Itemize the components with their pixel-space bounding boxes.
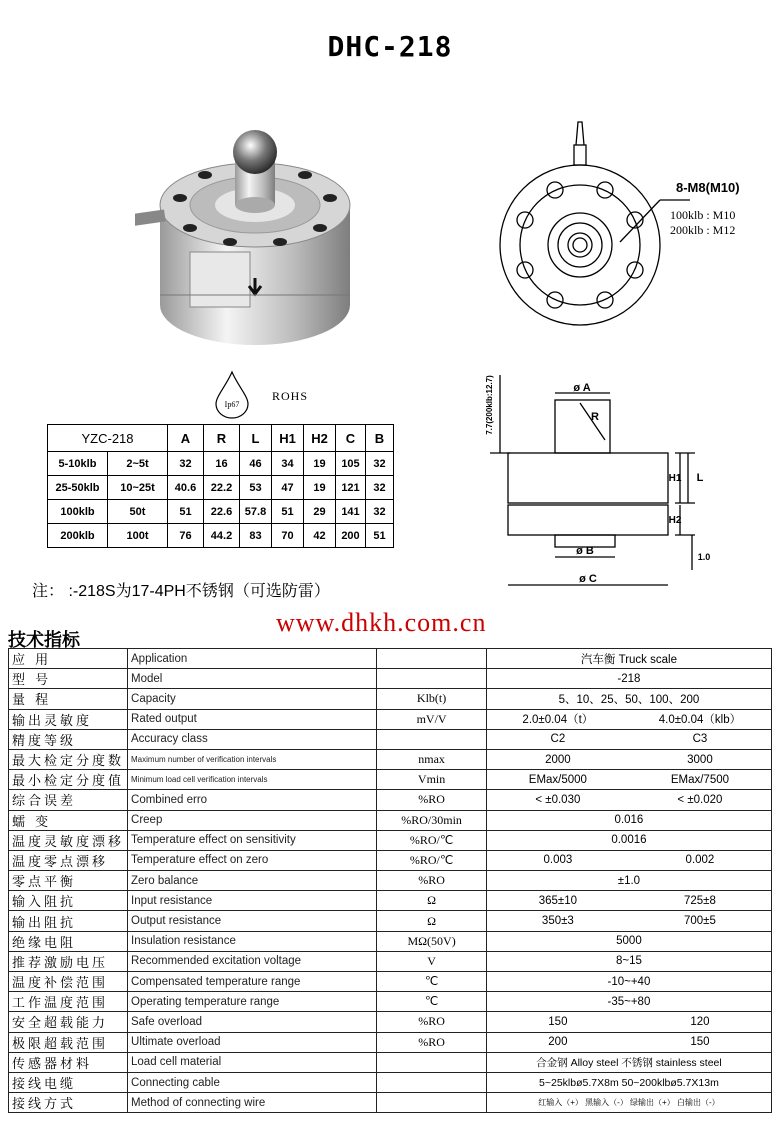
spec-v-cell: 5~25klbø5.7X8m 50~200klbø5.7X13m [486, 1072, 771, 1092]
table-row [9, 830, 772, 850]
spec-v-cell: 0.0016 [486, 830, 771, 850]
table-row [9, 1093, 772, 1113]
spec-v-cell: 0.016 [486, 810, 771, 830]
table-row [9, 931, 772, 951]
spec-unit-cell: %RO [377, 871, 487, 891]
table-row [48, 524, 394, 548]
website-tld: cn [459, 608, 487, 637]
dim-cell: 44.2 [204, 524, 240, 548]
dim-cell: 53 [240, 476, 272, 500]
table-row [9, 749, 772, 769]
dim-header-model: YZC-218 [48, 425, 168, 452]
load-cell-photo [135, 120, 370, 355]
spec-unit-cell [377, 1052, 487, 1072]
dim-cell: 100t [108, 524, 168, 548]
spec-en-cell: Input resistance [128, 891, 377, 911]
dim-cell: 76 [168, 524, 204, 548]
table-row [48, 452, 394, 476]
spec-v1-cell: 200 [486, 1032, 629, 1052]
spec-en-cell: Recommended excitation voltage [128, 951, 377, 971]
spec-v1-cell: 2.0±0.04（t） [486, 709, 629, 729]
spec-v-cell: -218 [486, 669, 771, 689]
website-main: www.dhkh.com. [276, 608, 460, 637]
spec-unit-cell: %RO/℃ [377, 850, 487, 870]
spec-unit-cell: %RO/℃ [377, 830, 487, 850]
spec-v1-cell: 365±10 [486, 891, 629, 911]
spec-v-cell: 5000 [486, 931, 771, 951]
table-row [48, 476, 394, 500]
table-row [9, 850, 772, 870]
table-row [9, 951, 772, 971]
ip-badge: Ip67 [224, 400, 240, 409]
table-row [9, 992, 772, 1012]
dim-cell: 105 [336, 452, 366, 476]
spec-v2-cell: < ±0.020 [629, 790, 772, 810]
spec-cn-cell: 最大检定分度数 [9, 749, 128, 769]
spec-v2-cell: 0.002 [629, 850, 772, 870]
spec-cn-cell: 零点平衡 [9, 871, 128, 891]
spec-en-cell: Temperature effect on sensitivity [128, 830, 377, 850]
table-row [9, 709, 772, 729]
spec-cn-cell: 接线方式 [9, 1093, 128, 1113]
spec-en-cell: Application [128, 649, 377, 669]
spec-cn-cell: 传感器材料 [9, 1052, 128, 1072]
spec-v2-cell: 4.0±0.04（klb） [629, 709, 772, 729]
spec-cn-cell: 安全超载能力 [9, 1012, 128, 1032]
spec-v2-cell: 700±5 [629, 911, 772, 931]
spec-unit-cell: Ω [377, 911, 487, 931]
table-row [9, 871, 772, 891]
spec-unit-cell: Ω [377, 891, 487, 911]
dim-cell: 2~5t [108, 452, 168, 476]
dim-cell: 19 [304, 476, 336, 500]
bolt-spec-sub [670, 208, 735, 238]
dim-h1: H1 [668, 473, 682, 484]
spec-en-cell: Safe overload [128, 1012, 377, 1032]
spec-v1-cell: 0.003 [486, 850, 629, 870]
spec-cn-cell: 推荐激励电压 [9, 951, 128, 971]
spec-cn-cell: 量 程 [9, 689, 128, 709]
spec-en-cell: Insulation resistance [128, 931, 377, 951]
spec-en-cell: Rated output [128, 709, 377, 729]
spec-en-cell: Output resistance [128, 911, 377, 931]
spec-cn-cell: 温度补偿范围 [9, 972, 128, 992]
dim-header-b: B [366, 425, 394, 452]
spec-v-cell: 8~15 [486, 951, 771, 971]
dim-cell: 51 [366, 524, 394, 548]
table-row [9, 669, 772, 689]
table-row [9, 1012, 772, 1032]
website-url[interactable] [276, 608, 486, 638]
spec-en-cell: Operating temperature range [128, 992, 377, 1012]
spec-en-cell: Accuracy class [128, 729, 377, 749]
page-title: DHC-218 [327, 30, 453, 63]
table-row [9, 770, 772, 790]
dim-header-a: A [168, 425, 204, 452]
dim-cell: 141 [336, 500, 366, 524]
dim-l: L [696, 472, 704, 484]
spec-v1-cell: < ±0.030 [486, 790, 629, 810]
spec-unit-cell [377, 729, 487, 749]
side-view-drawing [470, 345, 710, 600]
spec-v-cell: 红输入（+） 黑输入（-） 绿输出（+） 白输出（-） [486, 1093, 771, 1113]
dim-cell: 10~25t [108, 476, 168, 500]
spec-cn-cell: 温度灵敏度漂移 [9, 830, 128, 850]
dim-cell: 32 [168, 452, 204, 476]
spec-v2-cell: 3000 [629, 749, 772, 769]
spec-cn-cell: 型 号 [9, 669, 128, 689]
spec-cn-cell: 综合误差 [9, 790, 128, 810]
dim-cell: 19 [304, 452, 336, 476]
dim-cell: 83 [240, 524, 272, 548]
dim-header-r: R [204, 425, 240, 452]
spec-unit-cell: %RO [377, 790, 487, 810]
spec-cn-cell: 最小检定分度值 [9, 770, 128, 790]
table-row [9, 790, 772, 810]
dim-header-c: C [336, 425, 366, 452]
spec-v-cell: ±1.0 [486, 871, 771, 891]
ip67-drop-icon [212, 370, 252, 420]
spec-en-cell: Model [128, 669, 377, 689]
spec-cn-cell: 应 用 [9, 649, 128, 669]
spec-v2-cell: C3 [629, 729, 772, 749]
spec-unit-cell: ℃ [377, 972, 487, 992]
dim-h2: H2 [668, 515, 682, 526]
dim-cell: 100klb [48, 500, 108, 524]
spec-en-cell: Maximum number of verification intervals [128, 749, 377, 769]
spec-table [8, 648, 772, 1113]
dim-cell: 46 [240, 452, 272, 476]
dim-header-l: L [240, 425, 272, 452]
spec-en-cell: Load cell material [128, 1052, 377, 1072]
spec-cn-cell: 温度零点漂移 [9, 850, 128, 870]
spec-en-cell: Ultimate overload [128, 1032, 377, 1052]
dim-cell: 40.6 [168, 476, 204, 500]
spec-en-cell: Temperature effect on zero [128, 850, 377, 870]
spec-cn-cell: 极限超载范围 [9, 1032, 128, 1052]
table-row [9, 1052, 772, 1072]
dim-cell: 22.2 [204, 476, 240, 500]
dim-header-h2: H2 [304, 425, 336, 452]
spec-v2-cell: EMax/7500 [629, 770, 772, 790]
spec-unit-cell: %RO [377, 1012, 487, 1032]
spec-v1-cell: 2000 [486, 749, 629, 769]
dim-cell: 25-50klb [48, 476, 108, 500]
spec-unit-cell: Klb(t) [377, 689, 487, 709]
spec-unit-cell: MΩ(50V) [377, 931, 487, 951]
spec-unit-cell: Vmin [377, 770, 487, 790]
spec-cn-cell: 接线电缆 [9, 1072, 128, 1092]
table-row [9, 1032, 772, 1052]
spec-v2-cell: 725±8 [629, 891, 772, 911]
spec-v-cell: 5、10、25、50、100、200 [486, 689, 771, 709]
table-row [9, 649, 772, 669]
table-row [9, 729, 772, 749]
spec-unit-cell [377, 649, 487, 669]
spec-en-cell: Combined erro [128, 790, 377, 810]
spec-en-cell: Creep [128, 810, 377, 830]
spec-v1-cell: EMax/5000 [486, 770, 629, 790]
spec-cn-cell: 绝缘电阻 [9, 931, 128, 951]
dim-cell: 32 [366, 452, 394, 476]
dim-cell: 16 [204, 452, 240, 476]
spec-v-cell: -10~+40 [486, 972, 771, 992]
tech-spec-title: 技术指标 [8, 630, 80, 651]
table-row [9, 972, 772, 992]
spec-v1-cell: C2 [486, 729, 629, 749]
dim-cell: 32 [366, 500, 394, 524]
spec-cn-cell: 工作温度范围 [9, 992, 128, 1012]
spec-unit-cell [377, 1072, 487, 1092]
spec-unit-cell: %RO/30min [377, 810, 487, 830]
dim-cell: 34 [272, 452, 304, 476]
dim-cell: 29 [304, 500, 336, 524]
rohs-label: ROHS [272, 389, 309, 403]
dim-bottom: 1.0 [697, 552, 710, 562]
dimension-header [48, 425, 394, 452]
spec-unit-cell: nmax [377, 749, 487, 769]
spec-unit-cell: ℃ [377, 992, 487, 1012]
dimension-table [47, 424, 394, 548]
dim-cell: 47 [272, 476, 304, 500]
table-row [48, 500, 394, 524]
spec-cn-cell: 输入阻抗 [9, 891, 128, 911]
bolt-sub-200: 200klb : M12 [670, 223, 736, 237]
spec-en-cell: Capacity [128, 689, 377, 709]
dim-cell: 51 [272, 500, 304, 524]
table-row [9, 689, 772, 709]
spec-en-cell: Minimum load cell verification intervals [128, 770, 377, 790]
bolt-spec-label: 8-M8(M10) [676, 180, 740, 195]
spec-cn-cell: 精度等级 [9, 729, 128, 749]
dim-r: R [591, 411, 599, 423]
dim-cell: 200 [336, 524, 366, 548]
table-row [9, 911, 772, 931]
dim-cell: 70 [272, 524, 304, 548]
spec-en-cell: Connecting cable [128, 1072, 377, 1092]
spec-cn-cell: 输出灵敏度 [9, 709, 128, 729]
dim-height-note: 7.7(200klb:12.7) [485, 375, 494, 435]
dim-cell: 51 [168, 500, 204, 524]
spec-unit-cell [377, 1093, 487, 1113]
spec-unit-cell: V [377, 951, 487, 971]
spec-v1-cell: 350±3 [486, 911, 629, 931]
table-row [9, 891, 772, 911]
dim-cell: 121 [336, 476, 366, 500]
spec-unit-cell: %RO [377, 1032, 487, 1052]
dim-header-h1: H1 [272, 425, 304, 452]
dim-cell: 200klb [48, 524, 108, 548]
spec-v-cell: -35~+80 [486, 992, 771, 1012]
spec-body [9, 649, 772, 1113]
spec-cn-cell: 蠕 变 [9, 810, 128, 830]
dim-cell: 57.8 [240, 500, 272, 524]
dim-phi-a: ø A [573, 382, 591, 394]
spec-v1-cell: 150 [486, 1012, 629, 1032]
spec-en-cell: Compensated temperature range [128, 972, 377, 992]
dim-cell: 50t [108, 500, 168, 524]
spec-v-cell: 合金钢 Alloy steel 不锈钢 stainless steel [486, 1052, 771, 1072]
bolt-sub-100: 100klb : M10 [670, 208, 736, 222]
spec-unit-cell [377, 669, 487, 689]
dim-cell: 32 [366, 476, 394, 500]
spec-en-cell: Method of connecting wire [128, 1093, 377, 1113]
table-row [9, 810, 772, 830]
dim-phi-c: ø C [579, 573, 597, 585]
spec-v2-cell: 120 [629, 1012, 772, 1032]
material-note: 注： :-218S为17-4PH不锈钢（可选防雷） [32, 583, 330, 600]
dim-cell: 22.6 [204, 500, 240, 524]
dim-phi-b: ø B [576, 545, 594, 557]
dim-cell: 42 [304, 524, 336, 548]
dim-cell: 5-10klb [48, 452, 108, 476]
spec-en-cell: Zero balance [128, 871, 377, 891]
spec-cn-cell: 输出阻抗 [9, 911, 128, 931]
spec-v2-cell: 150 [629, 1032, 772, 1052]
spec-v-cell: 汽车衡 Truck scale [486, 649, 771, 669]
spec-unit-cell: mV/V [377, 709, 487, 729]
table-row [9, 1072, 772, 1092]
